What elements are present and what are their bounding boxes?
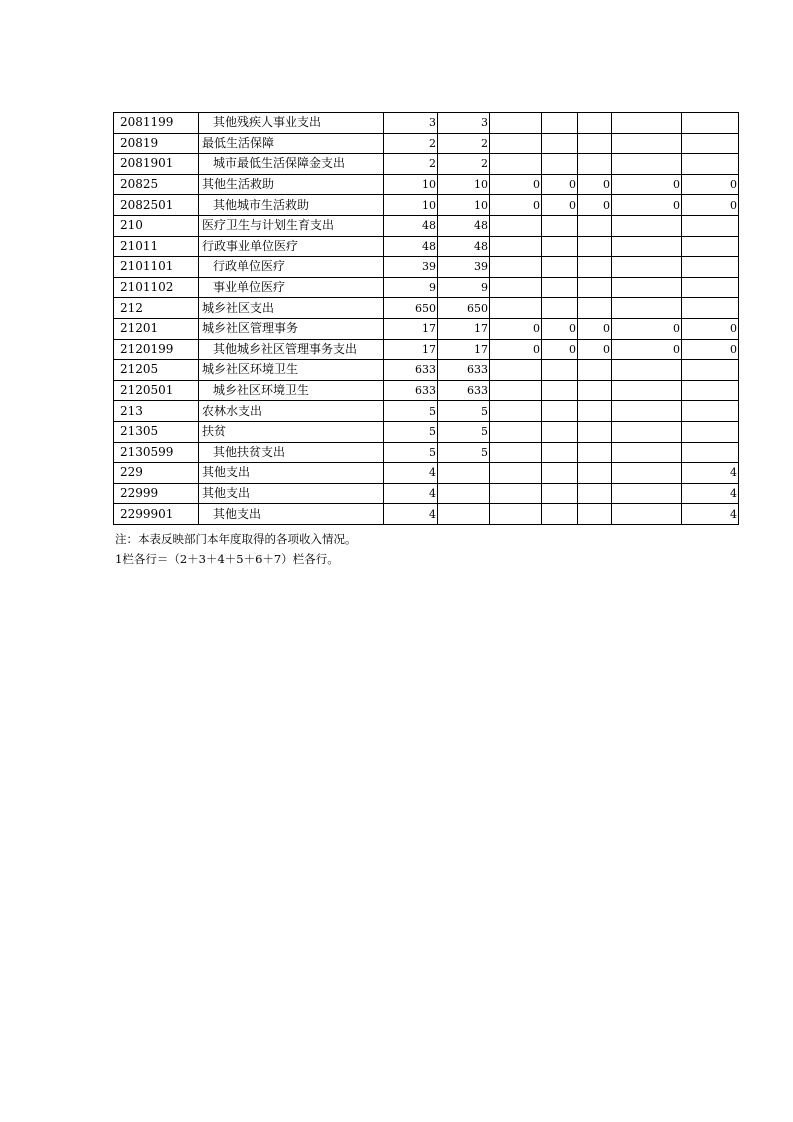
amount-cell-col-5	[578, 257, 612, 278]
amount-cell-col-5	[578, 401, 612, 422]
amount-cell-col-6	[612, 277, 682, 298]
amount-cell-col-4: 0	[542, 174, 578, 195]
table-row	[114, 133, 739, 154]
amount-cell-col-1: 633	[384, 360, 438, 381]
subject-name-cell: 其他支出	[199, 463, 384, 484]
subject-name-cell: 行政单位医疗	[199, 257, 384, 278]
amount-cell-col-1: 650	[384, 298, 438, 319]
amount-cell-col-7: 4	[682, 504, 739, 525]
table-row	[114, 483, 739, 504]
table-row	[114, 154, 739, 175]
amount-cell-col-3	[490, 421, 542, 442]
amount-cell-col-2	[438, 483, 490, 504]
amount-cell-col-1: 48	[384, 215, 438, 236]
table-row	[114, 195, 739, 216]
amount-cell-col-2: 10	[438, 195, 490, 216]
subject-code-cell: 21305	[114, 421, 199, 442]
table-row	[114, 174, 739, 195]
amount-cell-col-1: 17	[384, 339, 438, 360]
amount-cell-col-6	[612, 401, 682, 422]
amount-cell-col-1: 10	[384, 174, 438, 195]
subject-name-cell: 其他扶贫支出	[199, 442, 384, 463]
amount-cell-col-4	[542, 133, 578, 154]
amount-cell-col-4	[542, 236, 578, 257]
amount-cell-col-3	[490, 154, 542, 175]
amount-cell-col-3	[490, 401, 542, 422]
amount-cell-col-3	[490, 133, 542, 154]
amount-cell-col-7: 0	[682, 195, 739, 216]
amount-cell-col-6	[612, 133, 682, 154]
amount-cell-col-1: 48	[384, 236, 438, 257]
amount-cell-col-7	[682, 133, 739, 154]
amount-cell-col-2: 39	[438, 257, 490, 278]
amount-cell-col-2: 10	[438, 174, 490, 195]
subject-code-cell: 2101101	[114, 257, 199, 278]
subject-code-cell: 229	[114, 463, 199, 484]
amount-cell-col-5	[578, 442, 612, 463]
amount-cell-col-3	[490, 463, 542, 484]
amount-cell-col-4: 0	[542, 339, 578, 360]
subject-code-cell: 20819	[114, 133, 199, 154]
table-row	[114, 236, 739, 257]
amount-cell-col-2: 5	[438, 401, 490, 422]
note-line-1: 注：本表反映部门本年度取得的各项收入情况。	[115, 532, 357, 546]
table-row	[114, 360, 739, 381]
amount-cell-col-2: 17	[438, 318, 490, 339]
amount-cell-col-7	[682, 113, 739, 134]
subject-code-cell: 2120199	[114, 339, 199, 360]
amount-cell-col-7	[682, 380, 739, 401]
amount-cell-col-4	[542, 483, 578, 504]
table-row	[114, 257, 739, 278]
subject-code-cell: 21011	[114, 236, 199, 257]
subject-name-cell: 城乡社区环境卫生	[199, 380, 384, 401]
amount-cell-col-6	[612, 463, 682, 484]
amount-cell-col-1: 2	[384, 133, 438, 154]
amount-cell-col-6	[612, 298, 682, 319]
amount-cell-col-5	[578, 236, 612, 257]
table-row	[114, 298, 739, 319]
subject-code-cell: 2120501	[114, 380, 199, 401]
subject-name-cell: 城市最低生活保障金支出	[199, 154, 384, 175]
subject-name-cell: 医疗卫生与计划生育支出	[199, 215, 384, 236]
amount-cell-col-5: 0	[578, 339, 612, 360]
amount-cell-col-2	[438, 463, 490, 484]
amount-cell-col-6	[612, 113, 682, 134]
amount-cell-col-4	[542, 463, 578, 484]
amount-cell-col-6	[612, 215, 682, 236]
table-row	[114, 339, 739, 360]
amount-cell-col-7	[682, 236, 739, 257]
subject-code-cell: 210	[114, 215, 199, 236]
amount-cell-col-7: 0	[682, 318, 739, 339]
table-row	[114, 401, 739, 422]
amount-cell-col-2: 48	[438, 215, 490, 236]
amount-cell-col-4	[542, 504, 578, 525]
amount-cell-col-6	[612, 360, 682, 381]
subject-code-cell: 20825	[114, 174, 199, 195]
amount-cell-col-2: 17	[438, 339, 490, 360]
amount-cell-col-1: 3	[384, 113, 438, 134]
amount-cell-col-7	[682, 360, 739, 381]
amount-cell-col-1: 2	[384, 154, 438, 175]
amount-cell-col-5	[578, 113, 612, 134]
amount-cell-col-4	[542, 442, 578, 463]
amount-cell-col-5	[578, 421, 612, 442]
subject-code-cell: 2081901	[114, 154, 199, 175]
subject-name-cell: 其他城市生活救助	[199, 195, 384, 216]
amount-cell-col-5	[578, 360, 612, 381]
amount-cell-col-5	[578, 133, 612, 154]
amount-cell-col-3	[490, 380, 542, 401]
amount-cell-col-5	[578, 463, 612, 484]
amount-cell-col-7: 0	[682, 339, 739, 360]
subject-name-cell: 其他残疾人事业支出	[199, 113, 384, 134]
amount-cell-col-1: 17	[384, 318, 438, 339]
amount-cell-col-3	[490, 298, 542, 319]
subject-name-cell: 农林水支出	[199, 401, 384, 422]
amount-cell-col-7: 4	[682, 463, 739, 484]
table-row	[114, 113, 739, 134]
subject-name-cell: 其他支出	[199, 504, 384, 525]
amount-cell-col-4	[542, 154, 578, 175]
amount-cell-col-1: 5	[384, 442, 438, 463]
amount-cell-col-4	[542, 298, 578, 319]
table-row	[114, 215, 739, 236]
amount-cell-col-7	[682, 215, 739, 236]
amount-cell-col-4: 0	[542, 195, 578, 216]
amount-cell-col-3	[490, 483, 542, 504]
subject-code-cell: 2130599	[114, 442, 199, 463]
subject-code-cell: 212	[114, 298, 199, 319]
amount-cell-col-2: 48	[438, 236, 490, 257]
amount-cell-col-3	[490, 277, 542, 298]
amount-cell-col-4	[542, 421, 578, 442]
amount-cell-col-5	[578, 380, 612, 401]
amount-cell-col-7	[682, 401, 739, 422]
amount-cell-col-6	[612, 257, 682, 278]
amount-cell-col-7: 0	[682, 174, 739, 195]
subject-name-cell: 事业单位医疗	[199, 277, 384, 298]
amount-cell-col-1: 5	[384, 401, 438, 422]
table-row	[114, 442, 739, 463]
amount-cell-col-6	[612, 154, 682, 175]
amount-cell-col-2: 2	[438, 154, 490, 175]
amount-cell-col-5: 0	[578, 318, 612, 339]
amount-cell-col-7	[682, 298, 739, 319]
amount-cell-col-6	[612, 421, 682, 442]
amount-cell-col-3	[490, 504, 542, 525]
subject-name-cell: 扶贫	[199, 421, 384, 442]
amount-cell-col-1: 5	[384, 421, 438, 442]
amount-cell-col-3	[490, 215, 542, 236]
budget-table	[113, 112, 739, 525]
amount-cell-col-5	[578, 215, 612, 236]
note-line-2: 1栏各行＝（2＋3＋4＋5＋6＋7）栏各行。	[115, 552, 339, 566]
subject-code-cell: 2299901	[114, 504, 199, 525]
amount-cell-col-3	[490, 360, 542, 381]
amount-cell-col-2: 9	[438, 277, 490, 298]
amount-cell-col-1: 4	[384, 504, 438, 525]
subject-code-cell: 21205	[114, 360, 199, 381]
amount-cell-col-4	[542, 257, 578, 278]
amount-cell-col-3: 0	[490, 195, 542, 216]
amount-cell-col-5	[578, 298, 612, 319]
subject-code-cell: 2101102	[114, 277, 199, 298]
amount-cell-col-7	[682, 277, 739, 298]
subject-code-cell: 22999	[114, 483, 199, 504]
amount-cell-col-6: 0	[612, 339, 682, 360]
amount-cell-col-7: 4	[682, 483, 739, 504]
amount-cell-col-6: 0	[612, 318, 682, 339]
amount-cell-col-2: 5	[438, 442, 490, 463]
table-row	[114, 380, 739, 401]
subject-code-cell: 213	[114, 401, 199, 422]
subject-name-cell: 行政事业单位医疗	[199, 236, 384, 257]
table-notes	[115, 529, 357, 569]
table-row	[114, 463, 739, 484]
amount-cell-col-5	[578, 483, 612, 504]
subject-code-cell: 2081199	[114, 113, 199, 134]
amount-cell-col-4	[542, 277, 578, 298]
amount-cell-col-2: 5	[438, 421, 490, 442]
subject-name-cell: 其他生活救助	[199, 174, 384, 195]
amount-cell-col-6	[612, 483, 682, 504]
amount-cell-col-4	[542, 215, 578, 236]
amount-cell-col-5: 0	[578, 174, 612, 195]
amount-cell-col-5	[578, 154, 612, 175]
amount-cell-col-6	[612, 504, 682, 525]
amount-cell-col-2	[438, 504, 490, 525]
subject-code-cell: 21201	[114, 318, 199, 339]
subject-name-cell: 最低生活保障	[199, 133, 384, 154]
table-row	[114, 421, 739, 442]
amount-cell-col-7	[682, 421, 739, 442]
subject-name-cell: 城乡社区支出	[199, 298, 384, 319]
amount-cell-col-5: 0	[578, 195, 612, 216]
amount-cell-col-3	[490, 236, 542, 257]
amount-cell-col-5	[578, 277, 612, 298]
amount-cell-col-6	[612, 236, 682, 257]
amount-cell-col-3	[490, 442, 542, 463]
amount-cell-col-4	[542, 401, 578, 422]
amount-cell-col-4: 0	[542, 318, 578, 339]
amount-cell-col-4	[542, 113, 578, 134]
budget-table-body	[114, 113, 739, 525]
amount-cell-col-1: 4	[384, 483, 438, 504]
amount-cell-col-1: 10	[384, 195, 438, 216]
amount-cell-col-3	[490, 113, 542, 134]
budget-table-wrapper	[113, 112, 739, 525]
amount-cell-col-6: 0	[612, 195, 682, 216]
amount-cell-col-1: 4	[384, 463, 438, 484]
subject-code-cell: 2082501	[114, 195, 199, 216]
table-row	[114, 504, 739, 525]
subject-name-cell: 城乡社区环境卫生	[199, 360, 384, 381]
subject-name-cell: 城乡社区管理事务	[199, 318, 384, 339]
amount-cell-col-4	[542, 380, 578, 401]
amount-cell-col-1: 633	[384, 380, 438, 401]
amount-cell-col-6	[612, 380, 682, 401]
amount-cell-col-7	[682, 154, 739, 175]
amount-cell-col-2: 633	[438, 360, 490, 381]
amount-cell-col-4	[542, 360, 578, 381]
amount-cell-col-2: 633	[438, 380, 490, 401]
amount-cell-col-1: 39	[384, 257, 438, 278]
amount-cell-col-1: 9	[384, 277, 438, 298]
amount-cell-col-6: 0	[612, 174, 682, 195]
amount-cell-col-3: 0	[490, 174, 542, 195]
amount-cell-col-6	[612, 442, 682, 463]
subject-name-cell: 其他支出	[199, 483, 384, 504]
amount-cell-col-2: 2	[438, 133, 490, 154]
table-row	[114, 318, 739, 339]
table-row	[114, 277, 739, 298]
amount-cell-col-2: 650	[438, 298, 490, 319]
amount-cell-col-7	[682, 257, 739, 278]
amount-cell-col-7	[682, 442, 739, 463]
subject-name-cell: 其他城乡社区管理事务支出	[199, 339, 384, 360]
amount-cell-col-5	[578, 504, 612, 525]
amount-cell-col-3: 0	[490, 339, 542, 360]
amount-cell-col-3	[490, 257, 542, 278]
amount-cell-col-3: 0	[490, 318, 542, 339]
amount-cell-col-2: 3	[438, 113, 490, 134]
